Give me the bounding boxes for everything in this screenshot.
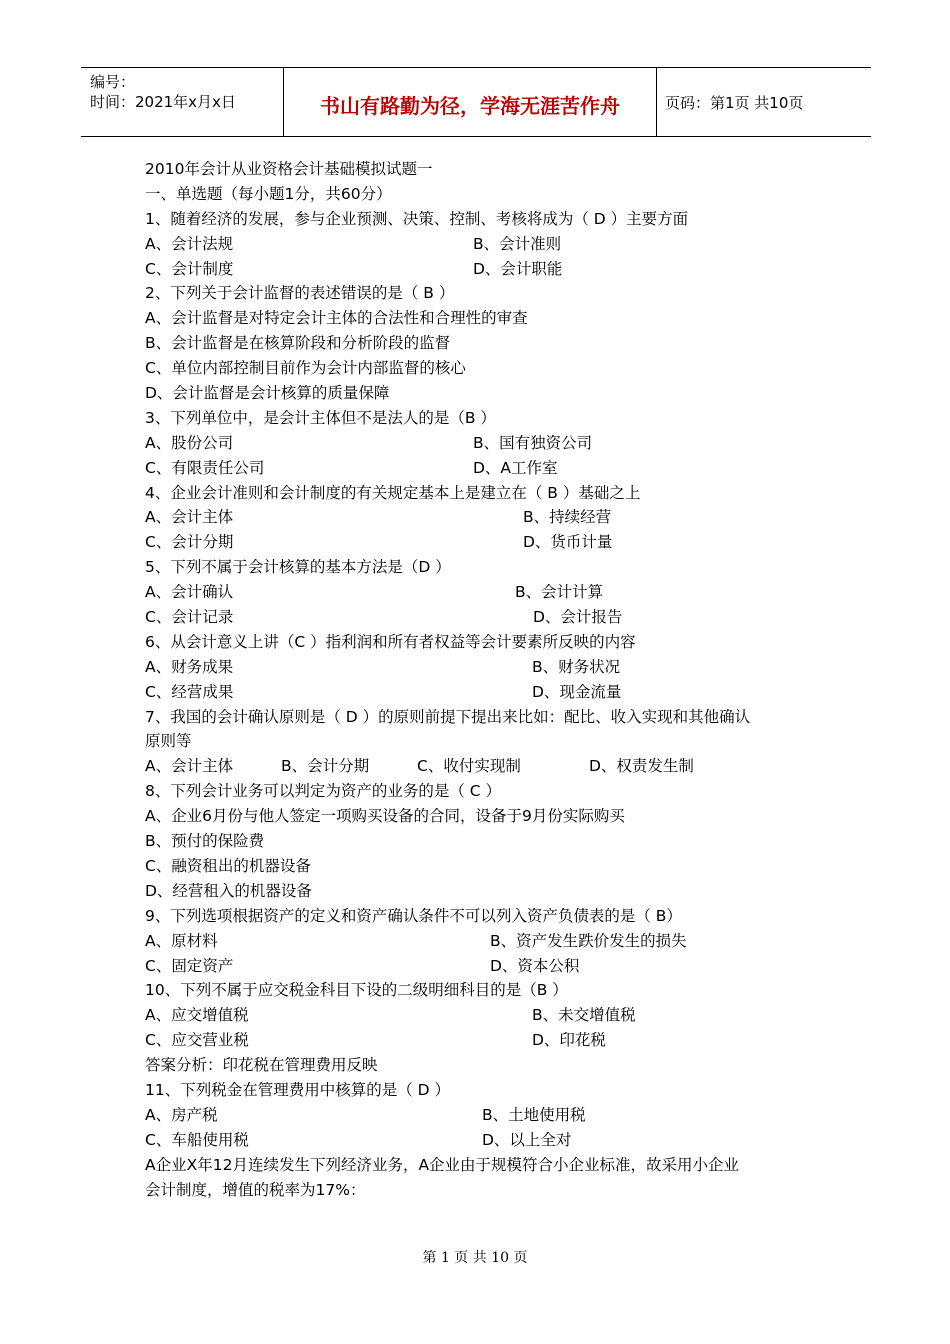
- header-page-cell: [657, 68, 871, 136]
- option-row: [145, 530, 825, 555]
- paragraph-line: A企业X年12月连续发生下列经济业务，A企业由于规模符合小企业标准，故采用小企业: [145, 1155, 740, 1174]
- option: C、固定资产: [145, 956, 234, 975]
- question-text: 1、随着经济的发展，参与企业预测、决策、控制、考核将成为（ D ）主要方面: [145, 209, 689, 228]
- option: B、会计计算: [515, 583, 604, 602]
- option: B、持续经营: [523, 508, 612, 527]
- option: A、会计主体: [145, 508, 234, 527]
- option: B、国有独资公司: [473, 433, 593, 452]
- option-row: [145, 431, 825, 456]
- time-label: 时间：2021年x月x日: [90, 93, 236, 111]
- option: A、应交增值税: [145, 1006, 249, 1025]
- option: D、货币计量: [523, 533, 613, 552]
- header-left-cell: [81, 68, 284, 136]
- option-row: [145, 505, 825, 530]
- question-text: 2、下列关于会计监督的表述错误的是（ B ）: [145, 284, 455, 303]
- question-text: 5、下列不属于会计核算的基本方法是（D ）: [145, 558, 451, 577]
- option: D、印花税: [532, 1031, 606, 1050]
- option-row: [145, 954, 825, 979]
- option: C、会计记录: [145, 608, 234, 627]
- option: D、A工作室: [473, 458, 558, 477]
- option-row: [145, 257, 825, 282]
- option: D、会计报告: [533, 608, 623, 627]
- code-label: 编号：: [90, 73, 136, 91]
- option: B、土地使用税: [482, 1105, 586, 1124]
- option: A、会计确认: [145, 583, 234, 602]
- page-info: 页码：第1页 共10页: [665, 94, 804, 112]
- option: B、预付的保险费: [145, 832, 265, 851]
- option: C、有限责任公司: [145, 458, 265, 477]
- question-text: 8、下列会计业务可以判定为资产的业务的是（ C ）: [145, 782, 502, 801]
- question-text: 4、企业会计准则和会计制度的有关规定基本上是建立在（ B ）基础之上: [145, 483, 641, 502]
- option: B、财务状况: [532, 657, 621, 676]
- option: A、股份公司: [145, 433, 234, 452]
- option-row: [145, 655, 825, 680]
- option: C、车船使用税: [145, 1130, 249, 1149]
- option: B、会计分期: [281, 757, 370, 776]
- option-row: [145, 1128, 825, 1153]
- option: D、权责发生制: [589, 757, 694, 776]
- option: D、会计职能: [473, 259, 563, 278]
- option: B、会计准则: [473, 234, 562, 253]
- option: A、企业6月份与他人签定一项购买设备的合同，设备于9月份实际购买: [145, 807, 625, 826]
- option-row: [145, 1003, 825, 1028]
- option: C、会计分期: [145, 533, 234, 552]
- question-text: 3、下列单位中，是会计主体但不是法人的是（B ）: [145, 408, 496, 427]
- option: C、收付实现制: [417, 757, 521, 776]
- option: B、未交增值税: [532, 1006, 636, 1025]
- option: C、融资租出的机器设备: [145, 856, 311, 875]
- option: D、会计监督是会计核算的质量保障: [145, 384, 390, 403]
- option: D、以上全对: [482, 1130, 572, 1149]
- option-row: [145, 456, 825, 481]
- option: D、经营租入的机器设备: [145, 881, 312, 900]
- question-text: 6、从会计意义上讲（C ）指利润和所有者权益等会计要素所反映的内容: [145, 632, 636, 651]
- option-row: [145, 1103, 825, 1128]
- question-text: 10、下列不属于应交税金科目下设的二级明细科目的是（B ）: [145, 981, 568, 1000]
- option: A、原材料: [145, 931, 218, 950]
- option: A、房产税: [145, 1105, 218, 1124]
- document-body: [145, 157, 825, 1202]
- section-heading: 一、单选题（每小题1分，共60分）: [145, 184, 392, 203]
- question-text: 11、下列税金在管理费用中核算的是（ D ）: [145, 1080, 451, 1099]
- option-row: [145, 754, 825, 779]
- option: A、财务成果: [145, 657, 234, 676]
- header-motto-cell: [284, 68, 657, 136]
- option: A、会计法规: [145, 234, 234, 253]
- question-text: 9、下列选项根据资产的定义和资产确认条件不可以列入资产负债表的是（ B）: [145, 906, 682, 925]
- page-footer: 第 1 页 共 10 页: [422, 1250, 528, 1266]
- option: C、经营成果: [145, 682, 234, 701]
- paragraph-line: 会计制度，增值的税率为17%：: [145, 1180, 366, 1199]
- option: D、现金流量: [532, 682, 622, 701]
- motto: 书山有路勤为径，学海无涯苦作舟: [320, 94, 620, 118]
- question-text-continued: 原则等: [145, 732, 192, 751]
- option: B、会计监督是在核算阶段和分析阶段的监督: [145, 334, 451, 353]
- question-text: 7、我国的会计确认原则是（ D ）的原则前提下提出来比如：配比、收入实现和其他确认: [145, 707, 751, 726]
- option-row: [145, 580, 825, 605]
- option-row: [145, 680, 825, 705]
- option: C、单位内部控制目前作为会计内部监督的核心: [145, 359, 466, 378]
- option: D、资本公积: [490, 956, 580, 975]
- page-header: [81, 67, 871, 137]
- option: B、资产发生跌价发生的损失: [490, 931, 687, 950]
- option: A、会计主体: [145, 757, 234, 776]
- document-title: 2010年会计从业资格会计基础模拟试题一: [145, 160, 433, 178]
- option: C、应交营业税: [145, 1031, 249, 1050]
- option: C、会计制度: [145, 259, 234, 278]
- option: A、会计监督是对特定会计主体的合法性和合理性的审查: [145, 309, 528, 328]
- option-row: [145, 929, 825, 954]
- answer-analysis: 答案分析：印花税在管理费用反映: [145, 1056, 378, 1075]
- option-row: [145, 1028, 825, 1053]
- option-row: [145, 232, 825, 257]
- option-row: [145, 605, 825, 630]
